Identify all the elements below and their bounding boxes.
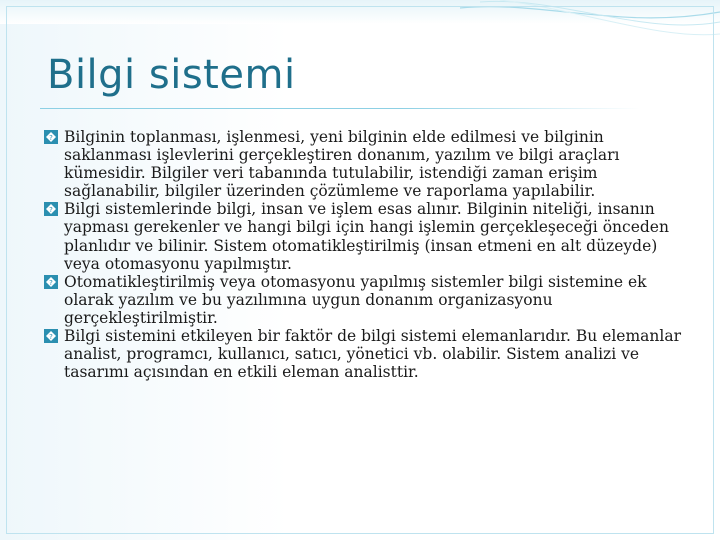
svg-text:?: ? (49, 278, 53, 287)
svg-text:?: ? (49, 134, 53, 142)
bullet-item (44, 128, 694, 200)
diamond-bullet-icon (44, 329, 58, 343)
diamond-bullet-icon (44, 202, 58, 216)
slide-title: Bilgi sistemi (47, 52, 296, 98)
bullet-item (44, 327, 694, 381)
diamond-bullet-icon (44, 130, 58, 144)
bullet-text: Otomatikleştirilmiş veya otomasyonu yapılmış sistemler bilgi sistemine ek olarak yazılım ve bu yazılımına uygun donanım organizasyonu gerçekleştirilmiştir. (64, 272, 647, 327)
diamond-bullet-icon (44, 275, 58, 289)
svg-text:?: ? (49, 333, 53, 342)
bullet-item (44, 200, 694, 272)
svg-text:?: ? (49, 206, 53, 215)
bullet-text: Bilgi sistemini etkileyen bir faktör de bilgi sistemi elemanlarıdır. Bu elemanlar analist, programcı, kullanıcı, satıcı, yönetici vb. olabilir. Sistem analizi ve tasarımı açısından en etkili eleman analisttir. (64, 327, 681, 382)
bullet-text: Bilgi sistemlerinde bilgi, insan ve işlem esas alınır. Bilginin niteliği, insanın yapması gerekenler ve hangi bilgi için hangi işlemin gerçekleşeceği önceden planlıdır ve bilinir. Sistem otomatikleştirilmiş (insan etmeni en alt düzeyde) veya otomasyonu yapılmıştır. (64, 200, 669, 273)
bullet-text: Bilginin toplanması, işlenmesi, yeni bilginin elde edilmesi ve bilginin saklanması işlevlerini gerçekleştiren donanım, yazılım ve bilgi araçları kümesidir. Bilgiler veri tabanında tutulabilir, istendiği zaman erişim sağlanabilir, bilgiler üzerinden çözümleme ve raporlama yapılabilir. (64, 128, 620, 201)
bullet-item (44, 273, 694, 327)
bullet-list (44, 128, 694, 381)
title-divider (40, 108, 640, 109)
